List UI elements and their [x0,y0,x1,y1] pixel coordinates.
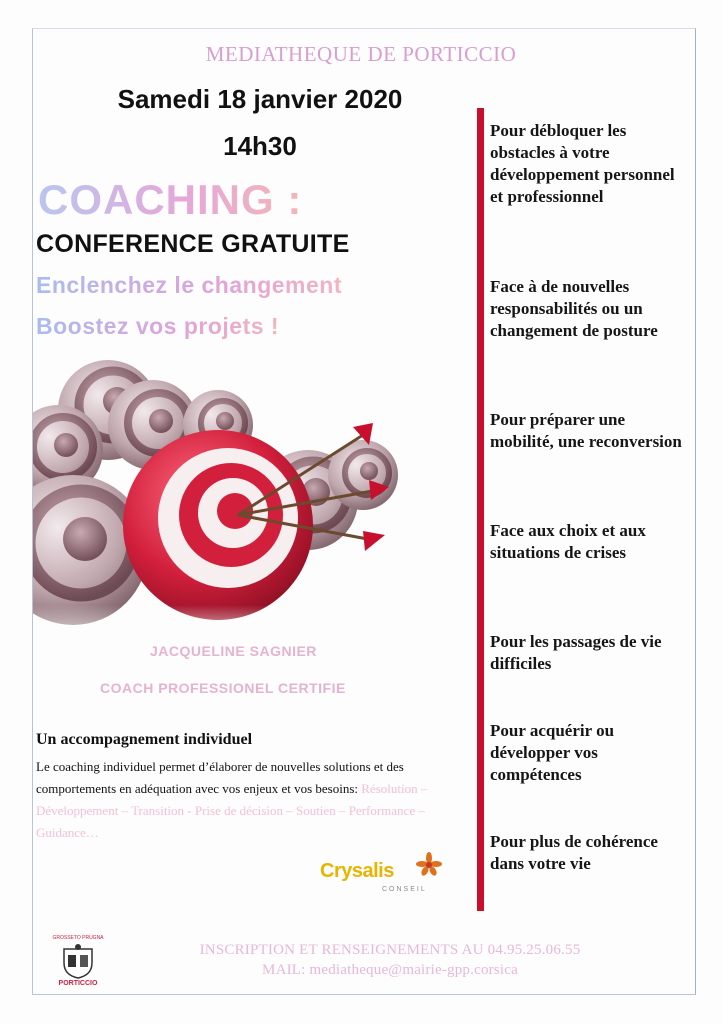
porticcio-crest [48,935,108,990]
red-divider [477,108,484,911]
benefit-item: Pour préparer une mobilité, une reconversion [490,410,682,451]
event-topic: COACHING : [38,176,303,223]
coat-of-arms-icon [60,943,96,979]
benefit-item: Pour acquérir ou développer vos compétences [490,721,615,784]
event-time: 14h30 [223,131,297,161]
event-type: CONFERENCE GRATUITE [36,230,350,258]
coach-title: COACH PROFESSIONEL CERTIFIE [100,680,346,696]
event-date: Samedi 18 janvier 2020 [117,84,403,114]
tagline-2: Boostez vos projets ! [36,313,280,339]
benefit-item: Pour les passages de vie difficiles [490,632,662,673]
venue-header: MEDIATHEQUE DE PORTICCIO [205,42,517,66]
footer-email: MAIL: mediatheque@mairie-gpp.corsica [262,962,518,978]
crest-bottom-text: PORTICCIO [58,980,98,987]
description-body: Le coaching individuel permet d’élaborer de nouvelles solutions et des comportements en adéquation avec vos enjeux et vos besoins: [36,759,404,796]
tagline-1: Enclenchez le changement [36,272,342,298]
coach-name: JACQUELINE SAGNIER [150,643,317,659]
logo-name: Crysalis [320,860,394,882]
footer-registration: INSCRIPTION ET RENSEIGNEMENTS AU 04.95.25.06.55 [199,942,581,958]
benefit-item: Face à de nouvelles responsabilités ou un changement de posture [490,277,658,340]
benefit-item: Face aux choix et aux situations de crises [490,521,646,562]
description-text [36,756,466,844]
target-balls-illustration [33,355,443,645]
description-keywords: Résolution – Développement – Transition - Prise de décision – Soutien – Performance – Guidance… [36,781,428,840]
crest-top-text: GROSSETO PRUGNA [52,935,104,941]
benefit-item: Pour plus de cohérence dans votre vie [490,832,658,873]
benefit-item: Pour débloquer les obstacles à votre développement personnel et professionnel [490,121,675,206]
description-title: Un accompagnement individuel [36,731,253,748]
flower-icon [416,852,442,878]
crysalis-logo [320,852,445,902]
logo-sub: CONSEIL [382,886,427,893]
